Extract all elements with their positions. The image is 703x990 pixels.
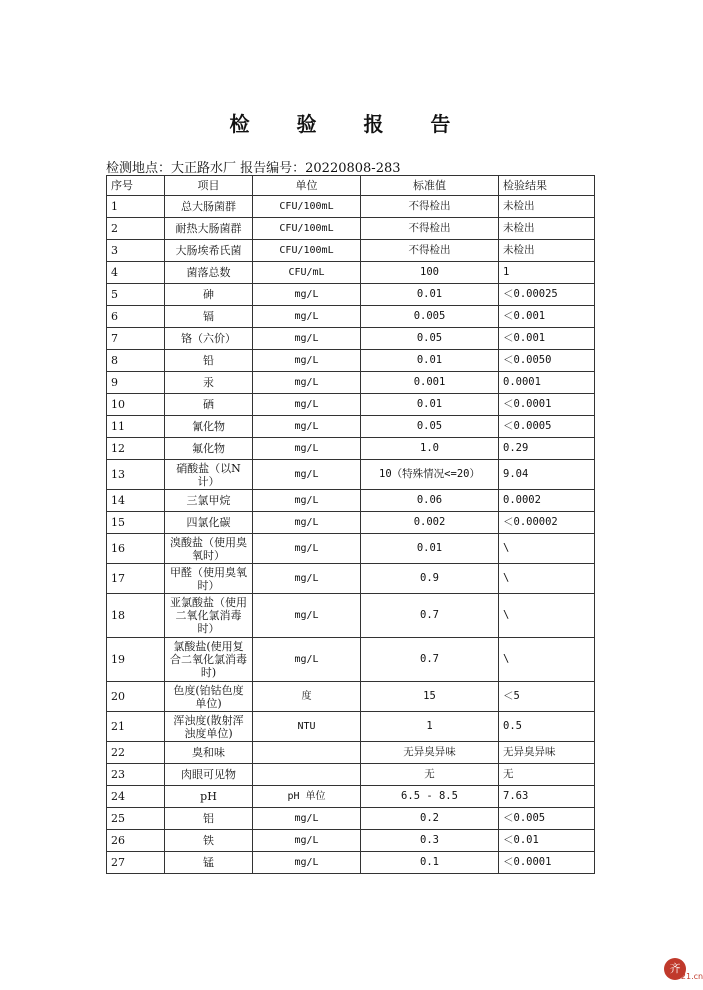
cell-result: 9.04: [499, 460, 595, 490]
table-row: [107, 712, 595, 742]
table-row: [107, 262, 595, 284]
cell-standard: 0.1: [361, 852, 499, 874]
cell-unit: [253, 764, 361, 786]
cell-item: 溴酸盐（使用臭氧时）: [165, 534, 253, 564]
cell-item: 锰: [165, 852, 253, 874]
cell-no: 26: [107, 830, 165, 852]
cell-item: 砷: [165, 284, 253, 306]
table-row: [107, 284, 595, 306]
cell-standard: 无异臭异味: [361, 742, 499, 764]
cell-unit: mg/L: [253, 284, 361, 306]
cell-item: 氟化物: [165, 438, 253, 460]
cell-standard: 0.9: [361, 564, 499, 594]
report-meta: 检测地点：大正路水厂 报告编号：20220808-283: [106, 161, 401, 176]
cell-standard: 0.7: [361, 594, 499, 638]
cell-result: ＜0.00002: [499, 512, 595, 534]
cell-no: 7: [107, 328, 165, 350]
cell-no: 27: [107, 852, 165, 874]
table-row: [107, 240, 595, 262]
cell-result: 未检出: [499, 240, 595, 262]
cell-unit: pH 单位: [253, 786, 361, 808]
cell-no: 20: [107, 682, 165, 712]
table-row: [107, 830, 595, 852]
cell-unit: mg/L: [253, 328, 361, 350]
cell-standard: 无: [361, 764, 499, 786]
cell-standard: 0.3: [361, 830, 499, 852]
cell-standard: 不得检出: [361, 218, 499, 240]
cell-item: 氯酸盐(使用复合二氧化氯消毒时): [165, 638, 253, 682]
cell-no: 18: [107, 594, 165, 638]
cell-item: 氰化物: [165, 416, 253, 438]
cell-unit: mg/L: [253, 594, 361, 638]
cell-standard: 0.05: [361, 416, 499, 438]
cell-no: 24: [107, 786, 165, 808]
cell-no: 6: [107, 306, 165, 328]
cell-unit: mg/L: [253, 534, 361, 564]
cell-result: ＜5: [499, 682, 595, 712]
cell-result: 0.0002: [499, 490, 595, 512]
cell-unit: mg/L: [253, 438, 361, 460]
table-row: [107, 218, 595, 240]
cell-unit: CFU/100mL: [253, 240, 361, 262]
cell-unit: mg/L: [253, 416, 361, 438]
cell-unit: CFU/mL: [253, 262, 361, 284]
table-row: [107, 764, 595, 786]
cell-no: 16: [107, 534, 165, 564]
cell-no: 13: [107, 460, 165, 490]
cell-unit: NTU: [253, 712, 361, 742]
cell-item: 铬（六价）: [165, 328, 253, 350]
cell-no: 22: [107, 742, 165, 764]
table-body: [107, 196, 595, 874]
cell-result: \: [499, 638, 595, 682]
cell-standard: 0.01: [361, 534, 499, 564]
cell-unit: mg/L: [253, 394, 361, 416]
cell-standard: 100: [361, 262, 499, 284]
cell-no: 4: [107, 262, 165, 284]
table-header-row: [107, 176, 595, 196]
cell-unit: mg/L: [253, 564, 361, 594]
header-no: 序号: [107, 176, 165, 196]
cell-standard: 0.01: [361, 394, 499, 416]
cell-result: 0.29: [499, 438, 595, 460]
cell-item: 铝: [165, 808, 253, 830]
table-row: [107, 534, 595, 564]
cell-standard: 不得检出: [361, 240, 499, 262]
cell-result: 无异臭异味: [499, 742, 595, 764]
cell-unit: mg/L: [253, 830, 361, 852]
table-row: [107, 742, 595, 764]
cell-no: 5: [107, 284, 165, 306]
cell-standard: 0.06: [361, 490, 499, 512]
table-row: [107, 490, 595, 512]
cell-unit: mg/L: [253, 638, 361, 682]
cell-unit: [253, 742, 361, 764]
cell-no: 14: [107, 490, 165, 512]
cell-item: 硝酸盐（以N计）: [165, 460, 253, 490]
cell-no: 23: [107, 764, 165, 786]
table-row: [107, 328, 595, 350]
cell-no: 17: [107, 564, 165, 594]
cell-item: 总大肠菌群: [165, 196, 253, 218]
cell-result: 无: [499, 764, 595, 786]
cell-no: 9: [107, 372, 165, 394]
cell-item: 镉: [165, 306, 253, 328]
cell-standard: 1.0: [361, 438, 499, 460]
cell-standard: 不得检出: [361, 196, 499, 218]
table-row: [107, 416, 595, 438]
cell-no: 25: [107, 808, 165, 830]
cell-unit: mg/L: [253, 512, 361, 534]
cell-standard: 0.7: [361, 638, 499, 682]
cell-unit: mg/L: [253, 460, 361, 490]
table-row: [107, 594, 595, 638]
cell-no: 1: [107, 196, 165, 218]
cell-result: ＜0.0001: [499, 394, 595, 416]
cell-item: 铅: [165, 350, 253, 372]
table-row: [107, 808, 595, 830]
cell-unit: CFU/100mL: [253, 218, 361, 240]
cell-item: 浑浊度(散射浑浊度单位): [165, 712, 253, 742]
cell-item: 菌落总数: [165, 262, 253, 284]
table-row: [107, 682, 595, 712]
cell-result: 7.63: [499, 786, 595, 808]
cell-no: 19: [107, 638, 165, 682]
cell-no: 12: [107, 438, 165, 460]
watermark-text: e21.cn: [676, 972, 703, 981]
cell-result: ＜0.0001: [499, 852, 595, 874]
table-row: [107, 306, 595, 328]
cell-no: 21: [107, 712, 165, 742]
header-standard: 标准值: [361, 176, 499, 196]
cell-result: 未检出: [499, 196, 595, 218]
cell-result: 0.0001: [499, 372, 595, 394]
cell-result: \: [499, 564, 595, 594]
cell-no: 8: [107, 350, 165, 372]
cell-no: 11: [107, 416, 165, 438]
cell-result: ＜0.0005: [499, 416, 595, 438]
cell-no: 3: [107, 240, 165, 262]
cell-no: 2: [107, 218, 165, 240]
header-item: 项目: [165, 176, 253, 196]
cell-result: 未检出: [499, 218, 595, 240]
cell-standard: 15: [361, 682, 499, 712]
cell-unit: mg/L: [253, 490, 361, 512]
cell-unit: mg/L: [253, 808, 361, 830]
table-row: [107, 460, 595, 490]
cell-unit: mg/L: [253, 852, 361, 874]
cell-unit: mg/L: [253, 350, 361, 372]
cell-unit: mg/L: [253, 372, 361, 394]
table-row: [107, 394, 595, 416]
cell-result: ＜0.005: [499, 808, 595, 830]
table-row: [107, 786, 595, 808]
table-row: [107, 564, 595, 594]
header-unit: 单位: [253, 176, 361, 196]
header-result: 检验结果: [499, 176, 595, 196]
cell-item: 甲醛（使用臭氧时）: [165, 564, 253, 594]
cell-unit: CFU/100mL: [253, 196, 361, 218]
report-title: 检 验 报 告: [229, 112, 471, 136]
cell-result: \: [499, 594, 595, 638]
cell-no: 10: [107, 394, 165, 416]
cell-item: 四氯化碳: [165, 512, 253, 534]
cell-unit: 度: [253, 682, 361, 712]
cell-unit: mg/L: [253, 306, 361, 328]
cell-result: 1: [499, 262, 595, 284]
cell-result: ＜0.001: [499, 328, 595, 350]
table-row: [107, 196, 595, 218]
cell-standard: 0.002: [361, 512, 499, 534]
cell-item: 耐热大肠菌群: [165, 218, 253, 240]
cell-result: \: [499, 534, 595, 564]
cell-item: 肉眼可见物: [165, 764, 253, 786]
cell-result: ＜0.01: [499, 830, 595, 852]
cell-standard: 0.01: [361, 350, 499, 372]
cell-standard: 1: [361, 712, 499, 742]
table-row: [107, 438, 595, 460]
table-row: [107, 372, 595, 394]
cell-standard: 0.05: [361, 328, 499, 350]
cell-standard: 0.01: [361, 284, 499, 306]
cell-standard: 10（特殊情况<=20）: [361, 460, 499, 490]
cell-result: ＜0.001: [499, 306, 595, 328]
cell-result: 0.5: [499, 712, 595, 742]
cell-standard: 0.005: [361, 306, 499, 328]
cell-item: 臭和味: [165, 742, 253, 764]
cell-result: ＜0.00025: [499, 284, 595, 306]
cell-item: 硒: [165, 394, 253, 416]
watermark-logo-icon: 齐: [664, 958, 686, 980]
cell-item: 铁: [165, 830, 253, 852]
table-row: [107, 638, 595, 682]
cell-standard: 0.001: [361, 372, 499, 394]
cell-item: pH: [165, 786, 253, 808]
cell-item: 汞: [165, 372, 253, 394]
cell-item: 色度(铂钴色度单位): [165, 682, 253, 712]
report-table: [106, 175, 595, 874]
cell-result: ＜0.0050: [499, 350, 595, 372]
cell-item: 亚氯酸盐（使用二氧化氯消毒时）: [165, 594, 253, 638]
table-row: [107, 512, 595, 534]
table-row: [107, 852, 595, 874]
cell-item: 三氯甲烷: [165, 490, 253, 512]
cell-standard: 6.5 - 8.5: [361, 786, 499, 808]
cell-standard: 0.2: [361, 808, 499, 830]
cell-item: 大肠埃希氏菌: [165, 240, 253, 262]
cell-no: 15: [107, 512, 165, 534]
table-row: [107, 350, 595, 372]
